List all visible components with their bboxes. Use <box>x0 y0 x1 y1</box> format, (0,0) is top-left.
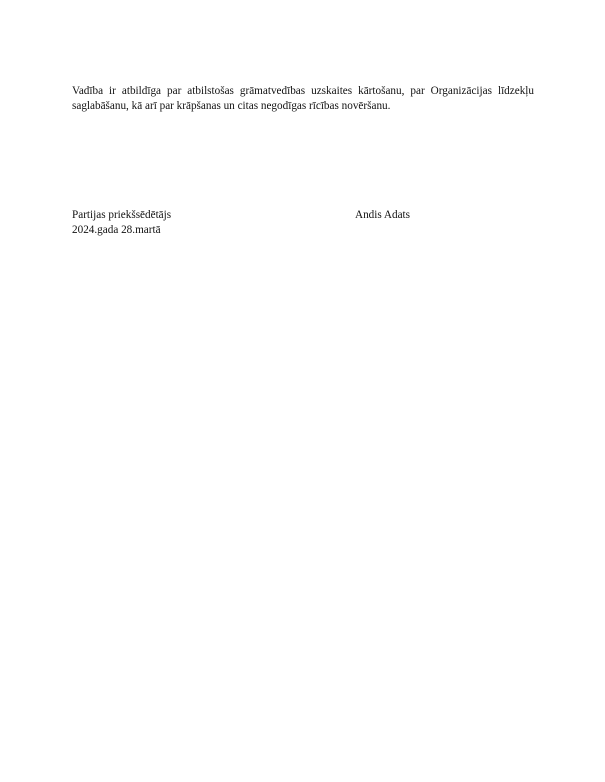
signature-date: 2024.gada 28.martā <box>72 224 161 236</box>
signature-block <box>72 208 171 238</box>
signatory-name: Andis Adats <box>355 209 411 221</box>
signatory-position: Partijas priekšsēdētājs <box>72 209 172 221</box>
management-responsibility-paragraph: Vadība ir atbildīga par atbilstošas grāmatvedības uzskaites kārtošanu, par Organizācijas līdzekļu saglabāšanu, kā arī par krāpšanas un citas negodīgas rīcības novēršanu. <box>72 85 534 112</box>
